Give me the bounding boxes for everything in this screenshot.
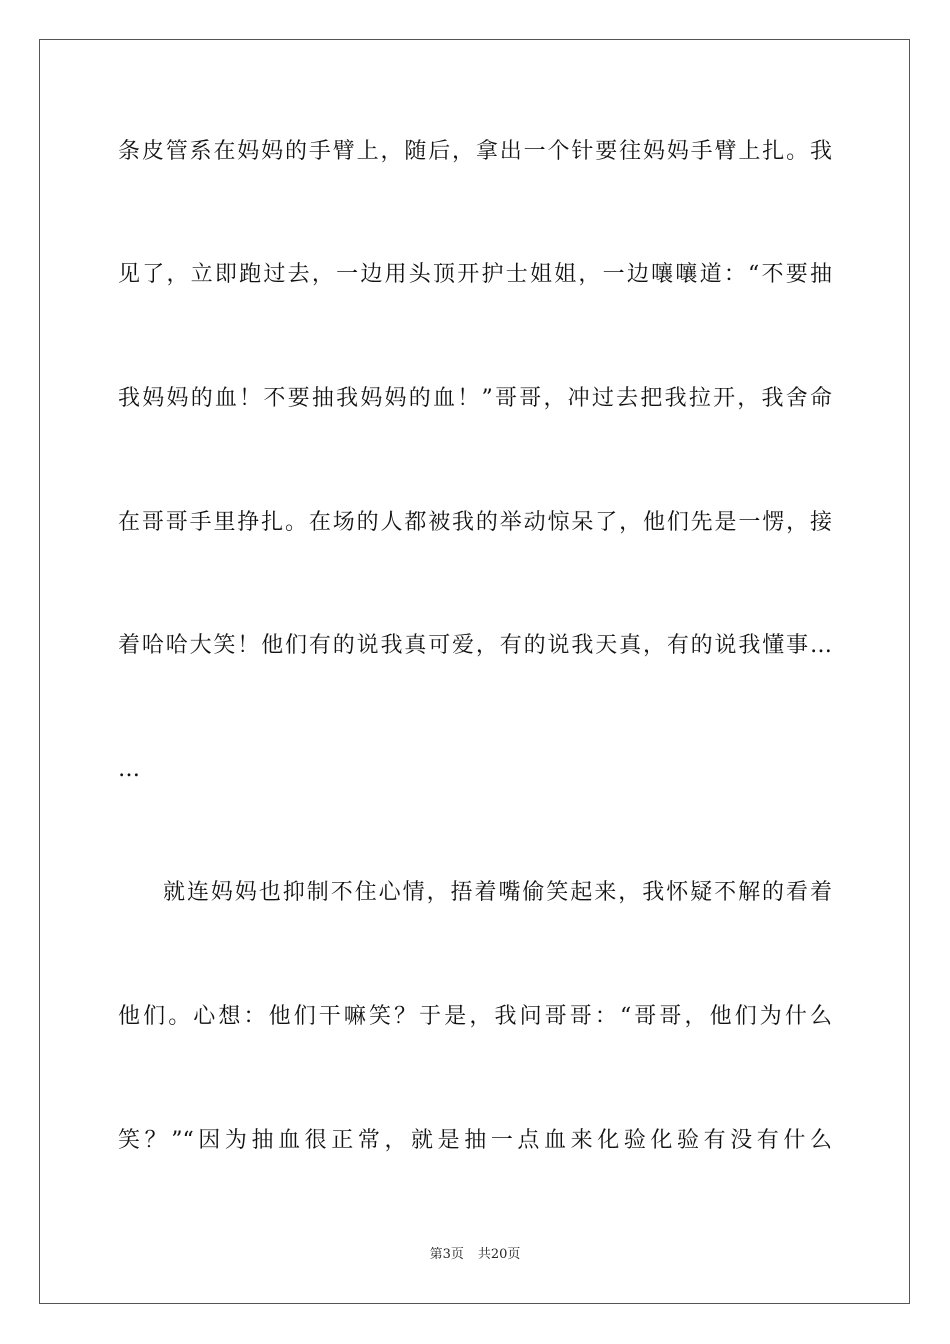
current-page-label: 第3页	[429, 1247, 464, 1262]
paragraph-line: 他们。心想：他们干嘛笑？于是，我问哥哥：“哥哥，他们为什么	[118, 1004, 832, 1029]
paragraph-line: 我妈妈的血！不要抽我妈妈的血！”哥哥，冲过去把我拉开，我舍命	[118, 386, 832, 411]
page-border	[39, 39, 910, 1304]
paragraph-line-indented: 就连妈妈也抑制不住心情，捂着嘴偷笑起来，我怀疑不解的看着	[163, 880, 832, 905]
paragraph-line: 见了，立即跑过去，一边用头顶开护士姐姐，一边嚷嚷道：“不要抽	[118, 262, 832, 287]
paragraph-line: …	[118, 757, 140, 782]
page-footer	[0, 1246, 950, 1264]
paragraph-line: 在哥哥手里挣扎。在场的人都被我的举动惊呆了，他们先是一愣，接	[118, 510, 832, 535]
paragraph-line: 着哈哈大笑！他们有的说我真可爱，有的说我天真，有的说我懂事…	[118, 633, 832, 658]
paragraph-line: 笑？”“因为抽血很正常，就是抽一点血来化验化验有没有什么	[118, 1128, 832, 1153]
paragraph-line: 条皮管系在妈妈的手臂上，随后，拿出一个针要往妈妈手臂上扎。我	[118, 139, 832, 164]
total-pages-label: 共20页	[477, 1247, 521, 1262]
